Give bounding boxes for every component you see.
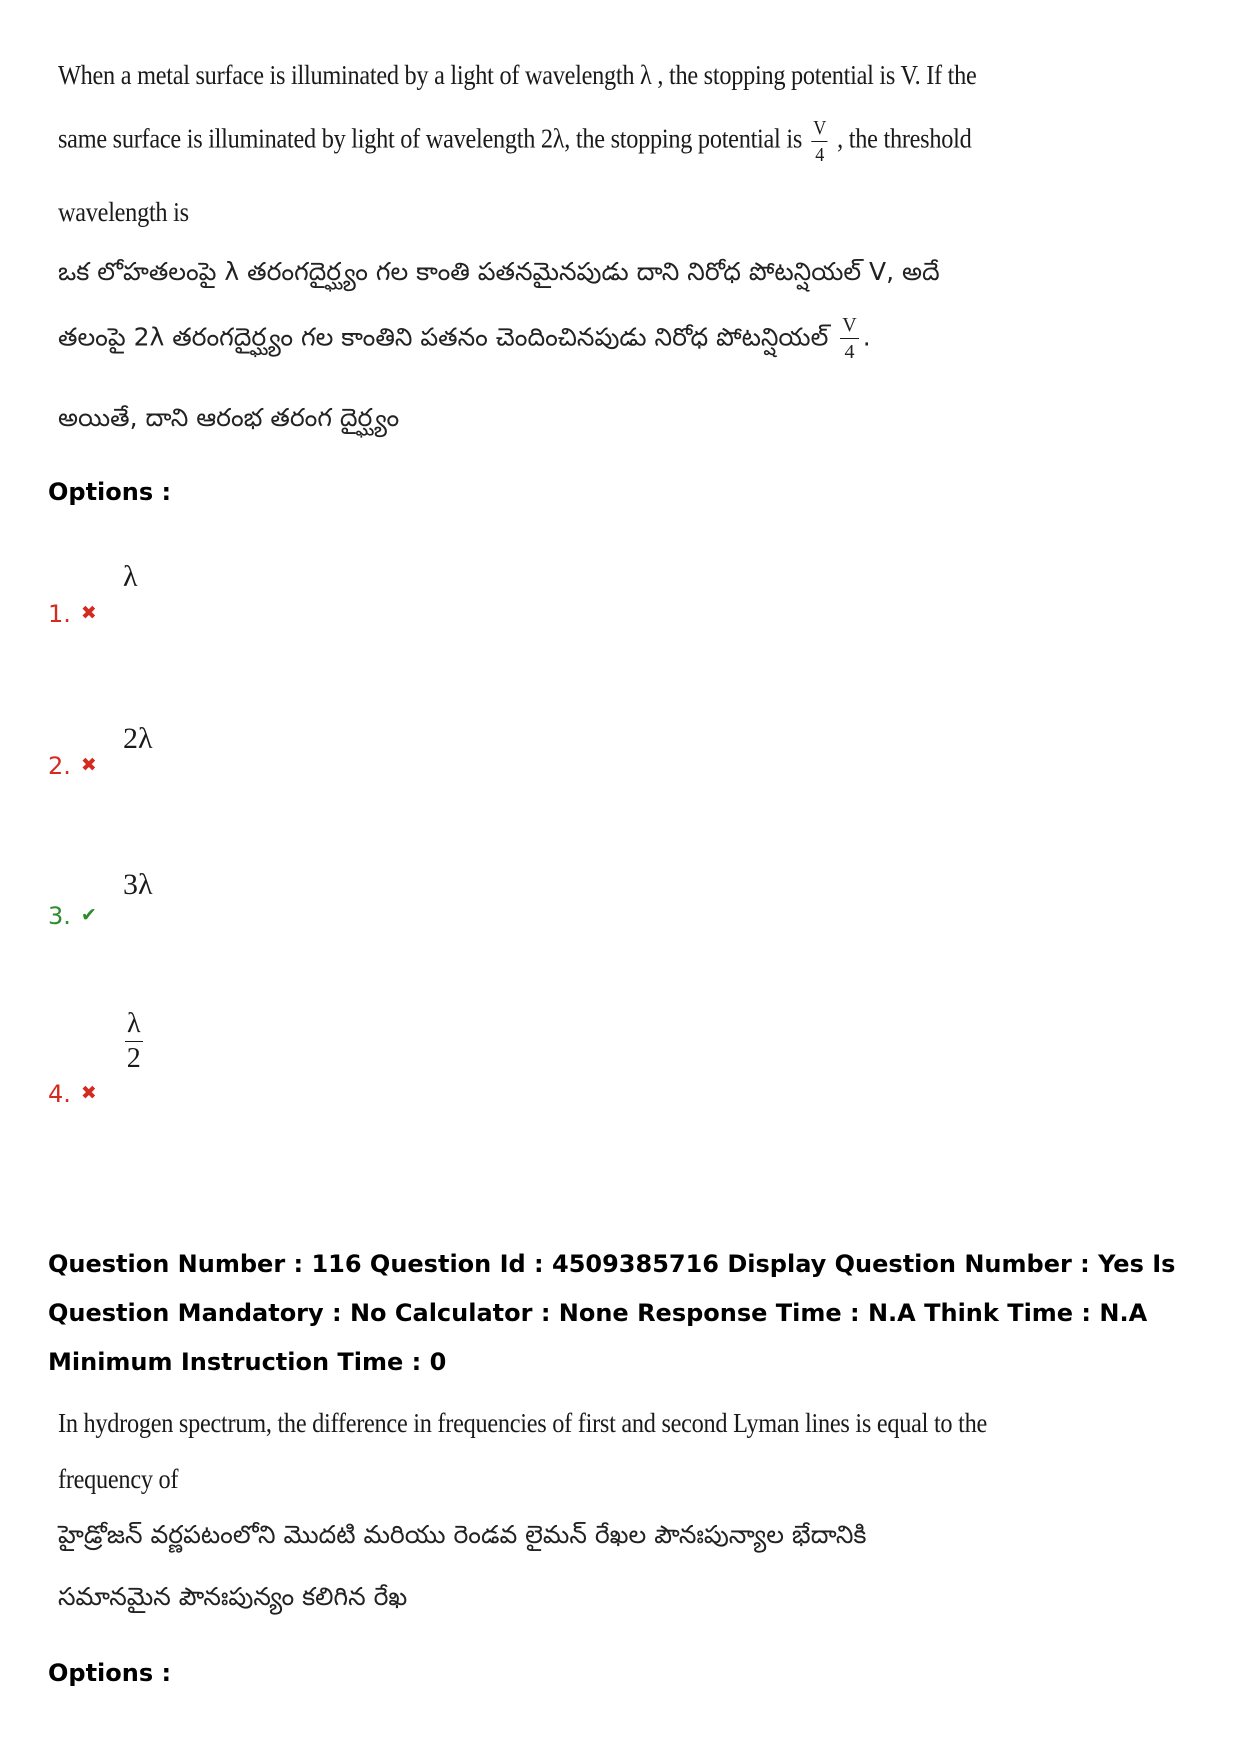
option-4-number: 4. ✖: [48, 1080, 97, 1108]
question-116-english-line-2: frequency of: [58, 1464, 179, 1494]
options-heading: Options :: [48, 1659, 172, 1687]
wrong-icon: ✖: [80, 602, 97, 624]
fraction-denominator: 4: [815, 144, 824, 166]
question-116-telugu-line-2: సమానమైన పౌనఃపున్యం కలిగిన రేఖ: [58, 1582, 408, 1611]
question-text-block: [58, 1464, 192, 1495]
question-telugu-block: [58, 403, 399, 439]
question-text-block: [58, 197, 203, 228]
options-heading: Options :: [48, 478, 172, 506]
question-text-block: [58, 118, 1073, 165]
question-telugu-line-2-text: తలంపై 2λ తరంగదైర్ఘ్యం గల కాంతిని పతనం చెందించినపుడు నిరోధ పోటన్షియల్: [58, 322, 829, 352]
wrong-icon: ✖: [80, 1082, 97, 1104]
wrong-icon: ✖: [80, 754, 97, 776]
fraction-denominator: 4: [844, 341, 855, 363]
question-116-english-line-1: In hydrogen spectrum, the difference in frequencies of first and second Lyman lines is equal to the: [58, 1408, 987, 1438]
fraction-numerator: V: [811, 118, 827, 142]
question-english-line-2: [58, 118, 971, 165]
option-3-number: 3. ✔: [48, 902, 97, 930]
fraction-numerator: λ: [125, 1010, 143, 1042]
fraction-numerator: V: [840, 315, 858, 339]
option-2-number: 2. ✖: [48, 752, 97, 780]
option-3-value: 3λ: [123, 868, 153, 901]
fraction-denominator: 2: [126, 1043, 141, 1074]
question-telugu-line-1: ఒక లోహతలంపై λ తరంగదైర్ఘ్యం గల కాంతి పతనమైనపుడు దాని నిరోధ పోటన్షియల్ V, అదే: [58, 257, 940, 286]
question-english-line-1: When a metal surface is illuminated by a light of wavelength λ , the stopping potential is V. If the: [58, 60, 977, 90]
fraction-v-over-4: [811, 118, 827, 165]
question-english-line-3: wavelength is: [58, 197, 189, 227]
question-telugu-block: [58, 257, 940, 293]
question-english-line-2-start: same surface is illuminated by light of wavelength 2λ, the stopping potential is: [58, 123, 803, 154]
period: .: [862, 322, 871, 352]
question-116-telugu-line-1: హైడ్రోజన్ వర్ణపటంలోని మొదటి మరియు రెండవ లైమన్ రేఖల పౌనఃపున్యాల భేదానికి: [58, 1520, 867, 1549]
fraction-lambda-over-2: [125, 1010, 143, 1073]
question-telugu-line-2: [58, 315, 871, 362]
question-116-meta: Question Number : 116 Question Id : 4509385716 Display Question Number : Yes Is Question Mandatory : No Calculator : None Response Time : N.A Think Time : N.A Minimum Instruction Time : 0: [48, 1250, 1176, 1376]
question-english-line-2-end: , the threshold: [837, 123, 972, 154]
question-telugu-block: [58, 315, 871, 362]
question-text-block: [58, 1408, 1090, 1439]
question-telugu-block: [58, 1582, 407, 1618]
question-text-block: [58, 60, 1079, 91]
option-2-value: 2λ: [123, 722, 153, 755]
question-telugu-block: [58, 1520, 866, 1556]
option-4-value: [125, 1010, 143, 1073]
option-1-number: 1. ✖: [48, 600, 97, 628]
fraction-v-over-4-telugu: [840, 315, 858, 362]
question-telugu-line-3: అయితే, దాని ఆరంభ తరంగ దైర్ఘ్యం: [58, 403, 400, 432]
correct-icon: ✔: [80, 904, 97, 926]
option-1-value: λ: [123, 560, 138, 593]
